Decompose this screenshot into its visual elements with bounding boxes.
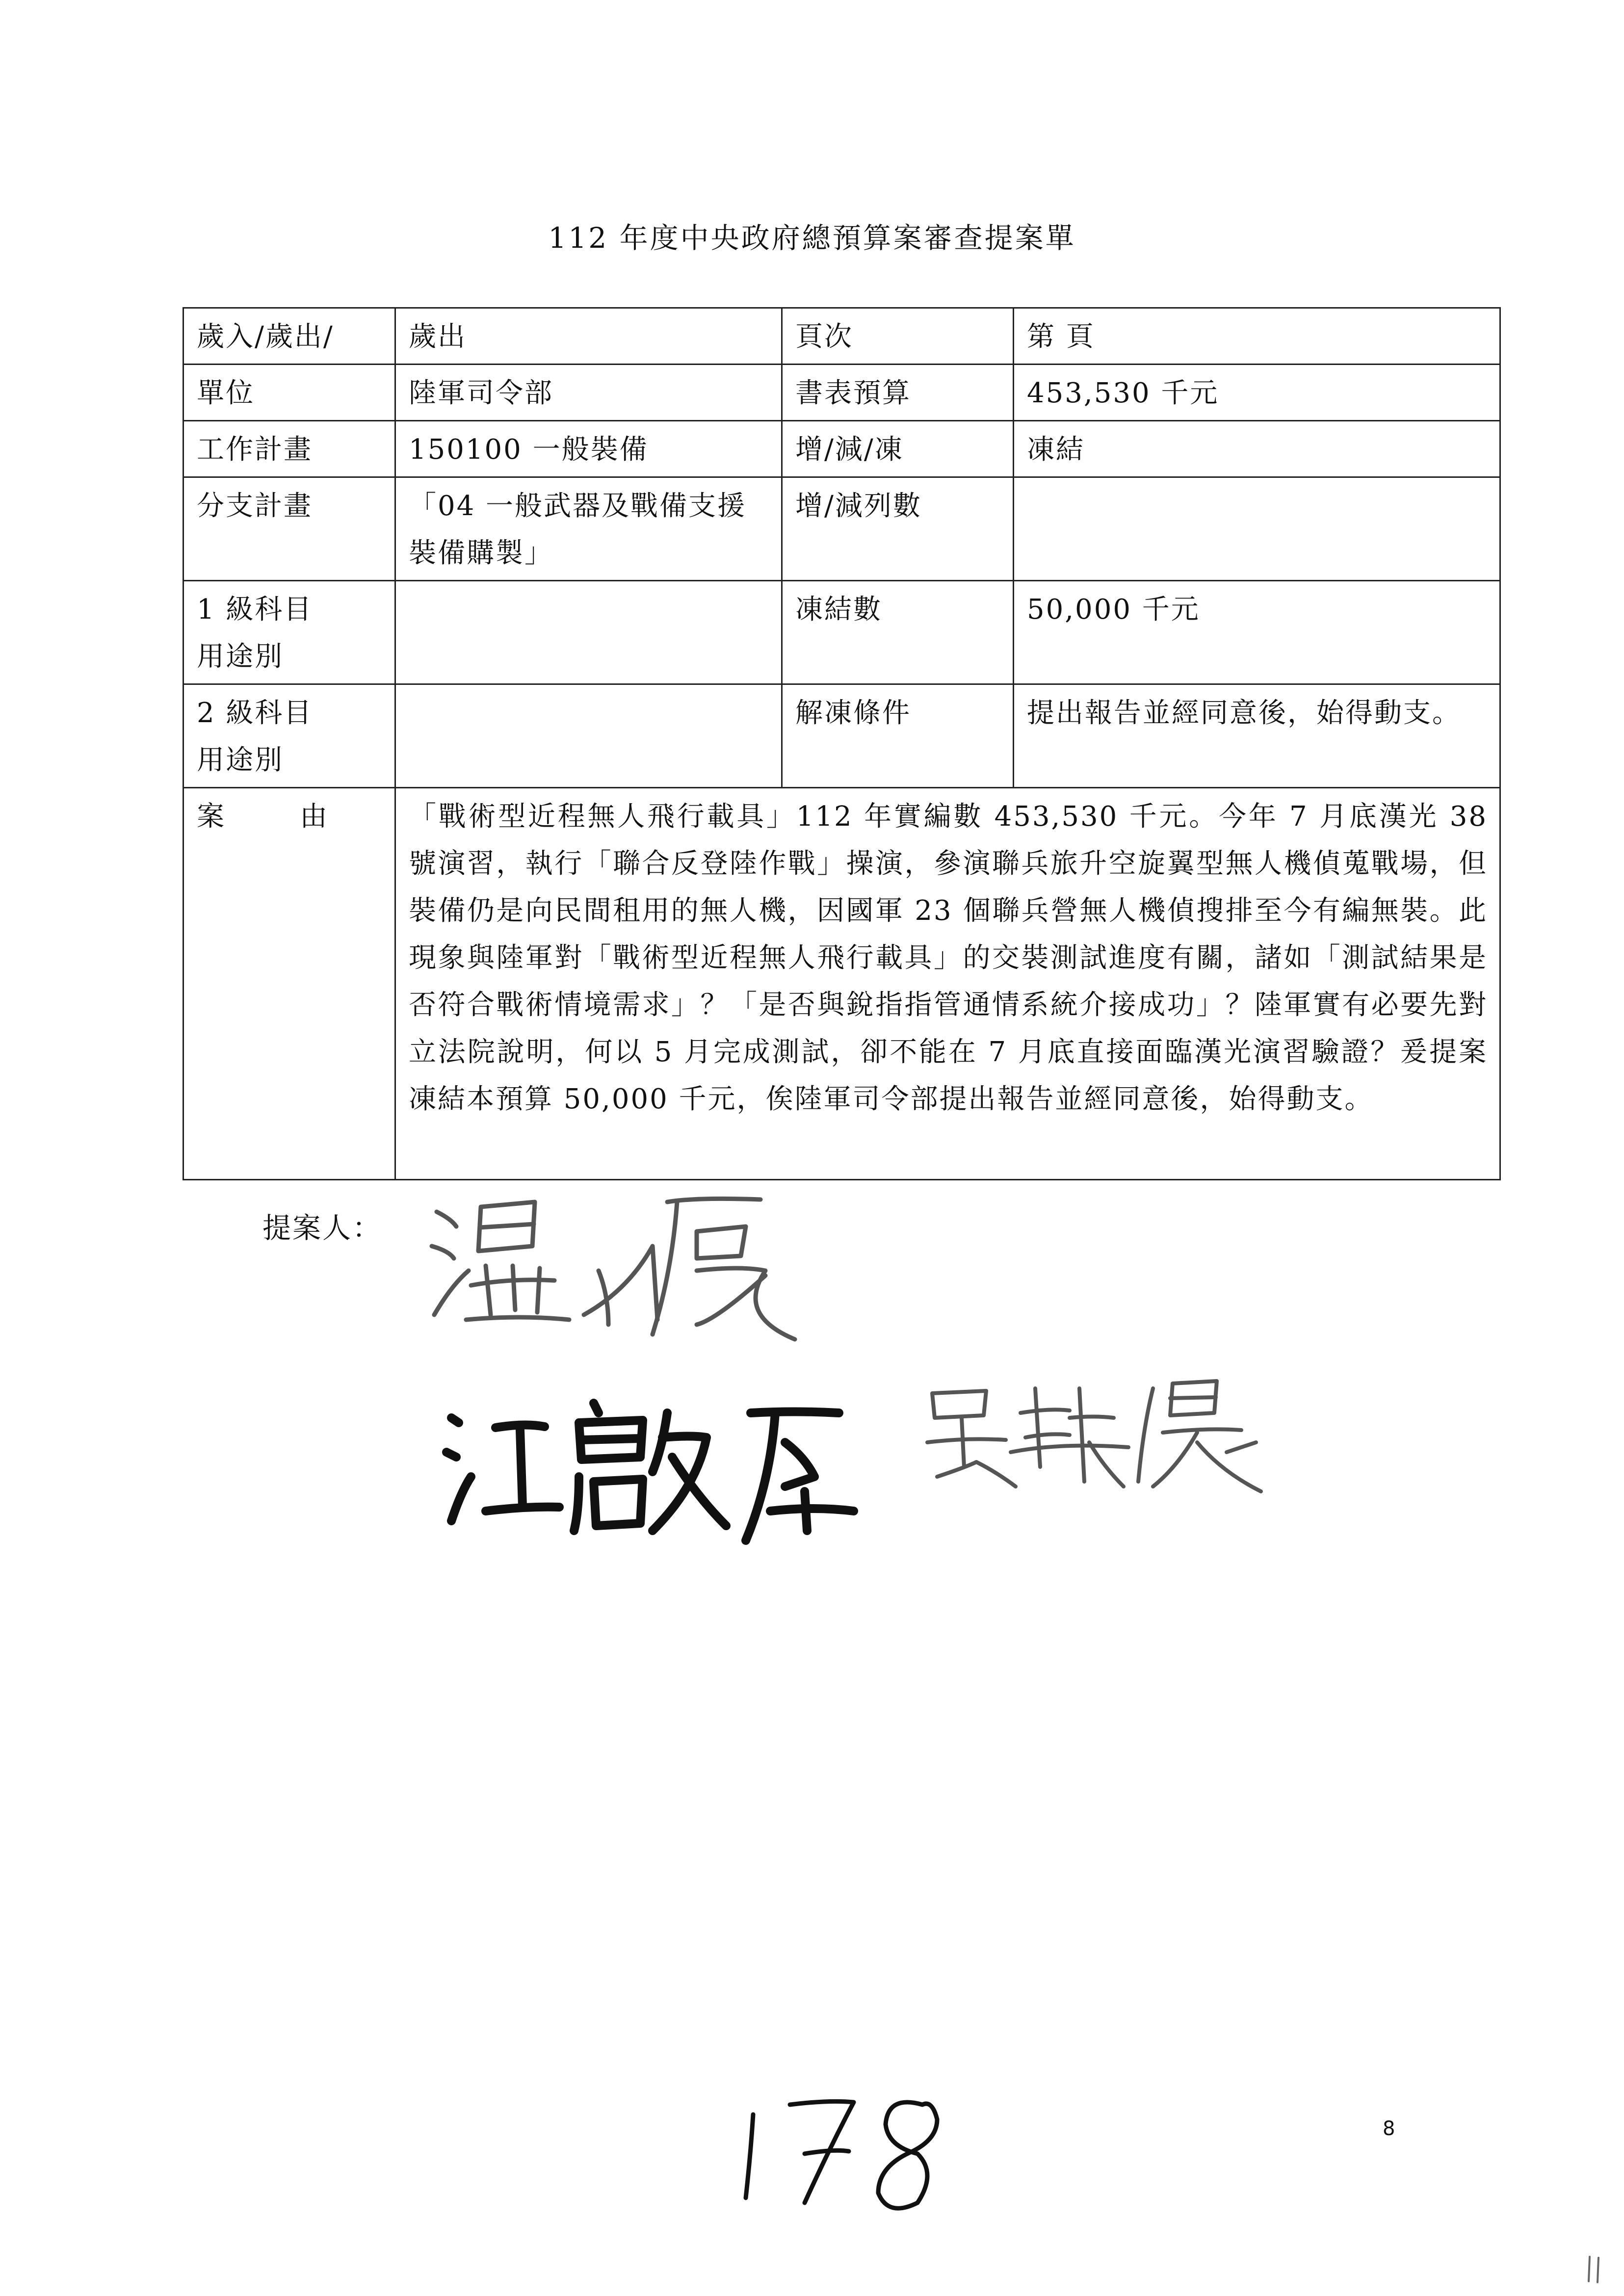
- level2-label-line1: 2 級科目: [197, 697, 313, 729]
- level2-subject-value: [395, 684, 782, 788]
- signature-2: [432, 1383, 922, 1542]
- page-ref-label: 頁次: [782, 308, 1014, 365]
- level2-subject-label: [183, 684, 395, 788]
- form-row-level2: [183, 684, 1500, 788]
- form-row-unit: [183, 365, 1500, 421]
- document-title: 112 年度中央政府總預算案審查提案單: [548, 221, 1076, 255]
- handwritten-number: [731, 2085, 957, 2229]
- margin-mark-drawing: [1585, 2252, 1604, 2286]
- level1-subject-label: [183, 581, 395, 684]
- budget-value: 453,530 千元: [1014, 365, 1500, 421]
- form-row-sub-plan: [183, 477, 1500, 581]
- proposer-label: 提案人：: [262, 1211, 383, 1245]
- frozen-amount-value: 50,000 千元: [1014, 581, 1500, 684]
- signature-1: [422, 1173, 844, 1351]
- reason-text: 「戰術型近程無人飛行載具」112 年實編數 453,530 千元。今年 7 月底漢光 38 號演習，執行「聯合反登陸作戰」操演，參演聯兵旅升空旋翼型無人機偵蒐戰場，但裝備仍是向民間租用的無人機，因國軍 23 個聯兵營無人機偵搜排至今有編無裝。此現象與陸軍對「戰術型近程無人飛行載具」的交裝測試進度有關，諸如「測試結果是否符合戰術情境需求」？「是否與銳指指管通情系統介接成功」？陸軍實有必要先對立法院說明，何以 5 月完成測試，卻不能在 7 月底直接面臨漢光演習驗證？爰提案凍結本預算 50,000 千元，俟陸軍司令部提出報告並經同意後，始得動支。: [395, 788, 1500, 1180]
- budget-label: 書表預算: [782, 365, 1014, 421]
- level1-subject-value: [395, 581, 782, 684]
- level1-label-line1: 1 級科目: [197, 594, 313, 626]
- reason-label-char-b: 由: [300, 801, 329, 833]
- page-ref-value: 第 頁: [1014, 308, 1500, 365]
- signature-3: [922, 1369, 1285, 1498]
- form-row-level1: [183, 581, 1500, 684]
- sub-plan-value: 「04 一般武器及戰備支援裝備購製」: [395, 477, 782, 581]
- form-row-reason: [183, 788, 1500, 1180]
- work-plan-value: 150100 一般裝備: [395, 421, 782, 477]
- signature-3-drawing: [922, 1369, 1285, 1496]
- unfreeze-condition-value: 提出報告並經同意後，始得動支。: [1014, 684, 1500, 788]
- form-row-type: [183, 308, 1500, 365]
- form-row-work-plan: [183, 421, 1500, 477]
- page-number: 8: [1383, 2117, 1395, 2140]
- revenue-expenditure-value: 歲出: [395, 308, 782, 365]
- proposal-form-table: [183, 307, 1501, 1180]
- revenue-expenditure-label: 歲入/歲出/: [183, 308, 395, 365]
- sub-plan-label: 分支計畫: [183, 477, 395, 581]
- signature-1-drawing: [422, 1173, 844, 1349]
- level2-label-line2: 用途別: [197, 744, 284, 776]
- handwritten-number-drawing: [731, 2085, 957, 2227]
- adjust-amount-value: [1014, 477, 1500, 581]
- frozen-amount-label: 凍結數: [782, 581, 1014, 684]
- level1-label-line2: 用途別: [197, 641, 284, 673]
- adjust-type-value: 凍結: [1014, 421, 1500, 477]
- unit-label: 單位: [183, 365, 395, 421]
- unit-value: 陸軍司令部: [395, 365, 782, 421]
- unfreeze-condition-label: 解凍條件: [782, 684, 1014, 788]
- signature-2-drawing: [432, 1383, 922, 1540]
- reason-label-char-a: 案: [197, 801, 226, 833]
- reason-label: [183, 788, 395, 1180]
- adjust-amount-label: 增/減列數: [782, 477, 1014, 581]
- margin-mark: [1585, 2252, 1604, 2288]
- work-plan-label: 工作計畫: [183, 421, 395, 477]
- adjust-type-label: 增/減/凍: [782, 421, 1014, 477]
